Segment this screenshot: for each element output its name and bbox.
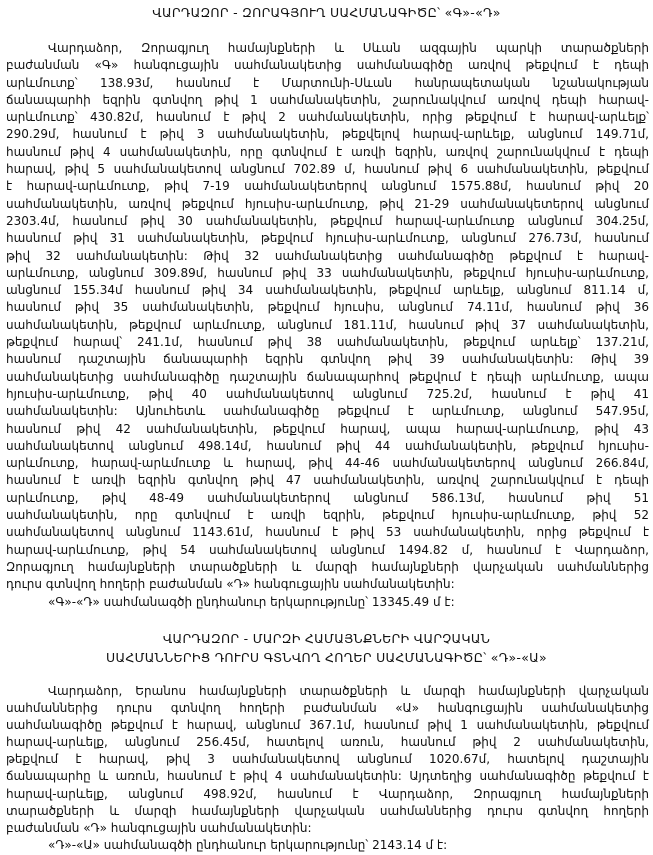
section2-title-line1: ՎԱՐԴԱԶՈՐ - ՄԱՐԶԻ ՀԱՄԱՅՆՔՆԵՐԻ ՎԱՐՉԱԿԱՆ (162, 631, 491, 646)
text-line: հարավ, թիվ 5 սահմանակետով անցնում 702.89 մ, հասնում թիվ 6 սահմանակետին, թեքվում (6, 162, 649, 177)
text-line: թիվ 32 սահմանակետին: Թիվ 32 սահմանակետից սահմանագիծը թեքվում է հարավ- (6, 248, 649, 263)
text-line: թեքվում հարավ՝ 241.1մ, հասնում թիվ 38 սահմանակետին, թեքվում արևելք՝ 137.21մ, (6, 335, 649, 350)
text-line: սահմանակետով անցնում 1143.61մ, հասնում է թիվ 53 սահմանակետին, որից թեքվում է (6, 525, 649, 540)
text-line: հարավ-արևմուտք, թիվ 54 սահմանակետով անցնում 1494.82 մ, հասնում է Վարդաձոր, (6, 542, 649, 557)
text-line: 2303.4մ, հասնում թիվ 30 սահմանակետին, թեքվում հարավ-արևմուտք անցնում 304.25մ, (6, 213, 649, 228)
text-line: հասնում թիվ 42 սահմանակետին, թեքվում հարավ, ապա հարավ-արևմուտք, թիվ 43 (6, 421, 649, 436)
text-line: արևմուտք, անցնում 309.89մ, հասնում թիվ 33 սահմանակետին, թեքվում հյուսիս-արևմուտք, (6, 265, 649, 280)
section2-paragraph (6, 683, 649, 854)
total-length-line: «Գ»-«Դ» սահմանագծի ընդհանուր երկարությունը՝ 13345.49 մ է: (48, 594, 455, 609)
text-line: անցնում 155.34մ հասնում թիվ 34 սահմանակետին, թեքվում արևելք, անցնում 811.14 մ, (6, 283, 649, 298)
text-line: հարավ-արևելք, անցնում 256.45մ, հատելով առուն, հասնում թիվ 2 սահմանակետին, (6, 735, 649, 750)
text-line: սահմանագիծը թեքվում է հարավ, անցնում 367.1մ, հասնում թիվ 1 սահմանակետին, թեքվում (6, 718, 649, 733)
text-line: Վարդաձոր, Զորագյուղ համայնքների և Սևան ազգային պարկի տարածքների (48, 41, 649, 55)
text-line: արևմուտք՝ 430.82մ, հասնում է թիվ 2 սահմանակետին, որից թեքվում է հարավ-արևելք՝ (6, 110, 649, 125)
text-line: բաժանման «Դ» հանգուցային սահմանակետին: (6, 820, 312, 835)
text-line: տարածքների և մարզի համայնքների վարչական սահմաններից դուրս գտնվող հողերի (6, 803, 649, 818)
text-line: արևմուտք՝ 138.93մ, հասնում է Մարտունի-Սևան հանրապետական նշանակության (6, 75, 649, 90)
text-line: Վարդաձոր, Երանոս համայնքների տարածքների և մարզի համայնքների վարչական (48, 684, 649, 698)
text-line: ճանապարհի եզրին գտնվող թիվ 1 սահմանակետին, շարունակվում առվով դեպի հարավ- (6, 92, 649, 107)
text-line: սահմաններից դուրս գտնվող հողերի բաժանման «Ա» հանգուցային սահմանակետից (6, 701, 649, 716)
section1-title: ՎԱՐԴԱԶՈՐ - ԶՈՐԱԳՅՈՒՂ ՍԱՀՄԱՆԱԳԻԾԸ՝ «Գ»-«Դ» (152, 5, 501, 20)
text-line: է հարավ-արևմուտք, թիվ 7-19 սահմանակետերով անցնում 1575.88մ, հասնում թիվ 20 (6, 179, 649, 194)
section1-paragraph (6, 40, 649, 611)
text-line: սահմանակետին: Այնուհետև սահմանագիծը թեքվում է արևմուտք, անցնում 547.95մ, (6, 404, 649, 419)
text-line: Զորագյուղ համայնքների տարածքների և մարզի համայնքների վարչական սահմաններից (6, 559, 649, 574)
text-line: հյուսիս-արևմուտք, թիվ 40 սահմանակետով անցնում 725.2մ, հասնում է թիվ 41 (6, 386, 649, 401)
text-line: սահմանակետին, թեքվում արևմուտք, անցնում 181.11մ, հասնում թիվ 37 սահմանակետին, (6, 317, 649, 332)
text-line: հասնում թիվ 35 սահմանակետին, թեքվում հյուսիս, անցնում 74.11մ, հասնում թիվ 36 (6, 300, 649, 315)
text-line: արևմուտք, թիվ 48-49 սահմանակետերով անցնում 586.13մ, հասնում թիվ 51 (6, 490, 649, 505)
text-line: հասնում է առվի եզրին գտնվող թիվ 47 սահմանակետին, առվով շարունակվում է դեպի (6, 473, 649, 488)
text-line: սահմանակետին, առվով թեքվում հյուսիս-արևմուտք, թիվ 21-29 սահմանակետերով անցնում (6, 196, 649, 211)
text-line: բաժանման «Գ» հանգուցային սահմանակետից սահմանագիծը առվով թեքվում է դեպի (6, 58, 649, 73)
total-length-line: «Դ»-«Ա» սահմանագծի ընդհանուր երկարությունը՝ 2143.14 մ է: (48, 837, 448, 852)
text-line: հասնում թիվ 4 սահմանակետին, որը գտնվում է առվի եզրին, առվով շարունակվում է դեպի (6, 144, 649, 159)
text-line: սահմանակետից սահմանագիծը դաշտային ճանապարհով թեքվում է դեպի արևմուտք, ապա (6, 369, 649, 384)
text-line: հասնում դաշտային ճանապարհի եզրին գտնվող թիվ 39 սահմանակետին: Թիվ 39 (6, 352, 649, 367)
text-line: սահմանակետով անցնում 498.14մ, հասնում թիվ 44 սահմանակետին, թեքվում հյուսիս- (6, 438, 649, 453)
text-line: սահմանակետին, որը գտնվում է առվի եզրին, թեքվում հյուսիս-արևմուտք, թիվ 52 (6, 508, 649, 523)
text-line: դուրս գտնվող հողերի բաժանման «Դ» հանգուցային սահմանակետին: (6, 577, 455, 592)
text-line: հարավ-արևելք, անցնում 498.92մ, հասնում է Վարդաձոր, Զորագյուղ համայնքների (6, 786, 649, 801)
text-line: հասնում թիվ 31 սահմանակետին, թեքվում հյուսիս-արևմուտք, անցնում 276.73մ, հասնում (6, 231, 649, 246)
text-line: թեքվում է հարավ, թիվ 3 սահմանակետով անցնում 1020.67մ, հատելով դաշտային (6, 752, 649, 767)
text-line: ճանապարհը և առուն, հասնում է թիվ 4 սահմանակետին: Այդտեղից սահմանագիծը թեքվում է (6, 769, 649, 784)
text-line: 290.29մ, հասնում է թիվ 3 սահմանակետին, թեքվելով հարավ-արևելք, անցնում 149.71մ, (6, 127, 649, 142)
text-line: արևմուտք, հարավ-արևմուտք և հարավ, թիվ 44-46 սահմանակետերով անցնում 266.84մ, (6, 456, 649, 471)
section2-title-line2: ՍԱՀՄԱՆՆԵՐԻՑ ԴՈՒՐՍ ԳՏՆՎՈՂ ՀՈՂԵՐ ՍԱՀՄԱՆԱԳԻԾԸ՝ «Դ»-«Ա» (106, 650, 547, 665)
